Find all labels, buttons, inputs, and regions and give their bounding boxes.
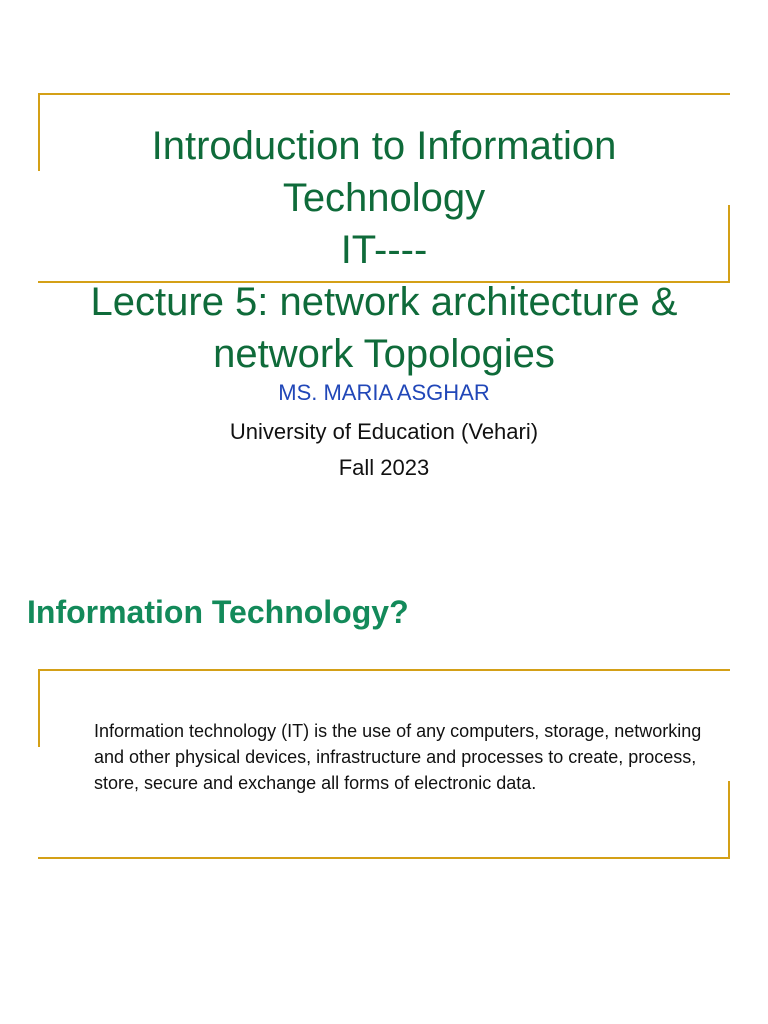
author-name: MS. MARIA ASGHAR <box>278 380 490 405</box>
title-line-4: Lecture 5: network architecture & <box>90 280 678 324</box>
slide1-frame-top-line <box>38 93 730 95</box>
slide2-frame-top-line <box>38 669 730 671</box>
slide2-frame-bottom-line <box>38 857 730 859</box>
title-line-2: Technology <box>282 176 486 220</box>
it-definition-text: Information technology (IT) is the use of any computers, storage, networking and other physical devices, infrastructure and processes to create, process, store, secure and exchange all forms of electronic data. <box>94 721 702 793</box>
university-name: University of Education (Vehari) <box>229 419 539 444</box>
title-line-5: network Topologies <box>213 332 555 376</box>
slide1-title <box>0 120 768 380</box>
title-line-1: Introduction to Information <box>151 124 617 168</box>
slide2-heading: Information Technology? <box>27 594 409 630</box>
title-line-3: IT---- <box>340 228 428 272</box>
slide2-frame-left-line <box>38 669 40 747</box>
slide2-frame-right-line <box>728 781 730 859</box>
term-label: Fall 2023 <box>338 455 430 480</box>
